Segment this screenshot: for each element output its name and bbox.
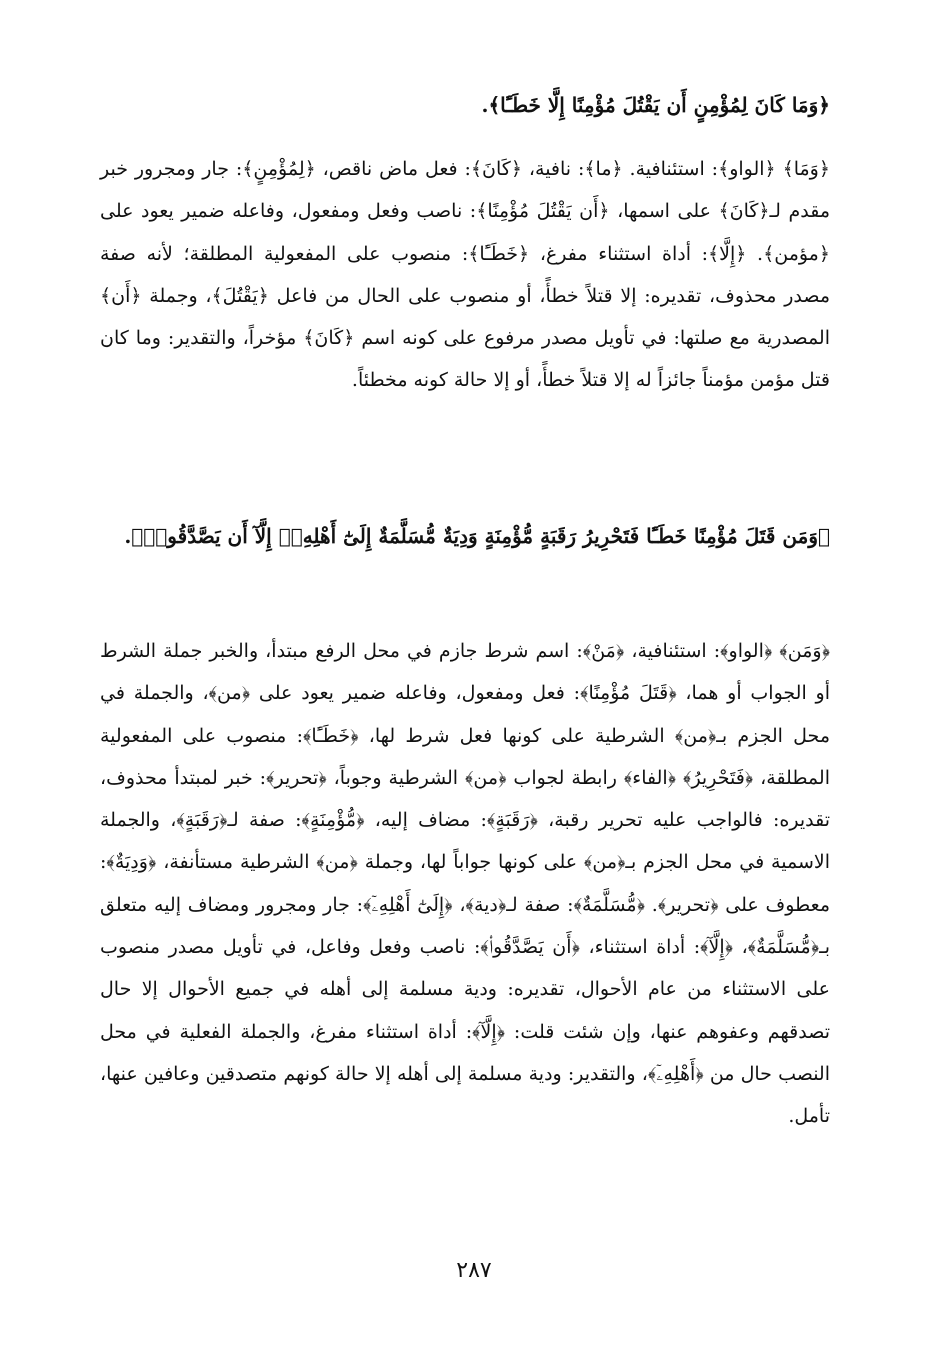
parsing-paragraph-1: ﴿وَمَا﴾ ﴿الواو﴾: استئنافية. ﴿ما﴾: نافية، ﴿كَانَ﴾: فعل ماض ناقص، ﴿لِمُؤْمِنٍ﴾: جار ومجرور خبر مقدم لـ﴿كَانَ﴾ على اسمها، ﴿أَن يَقْتُلَ مُؤْمِنًا﴾: ناصب وفعل ومفعول، وفاعله ضمير يعود على ﴿مؤمن﴾. ﴿إِلَّا﴾: أداة استثناء مفرغ، ﴿خَطَـًٔا﴾: منصوب على المفعولية المطلقة؛ لأنه صفة مصدر محذوف، تقديره: إلا قتلاً خطأً، أو منصوب على الحال من فاعل ﴿يَقْتُلَ﴾، وجملة ﴿أَن﴾ المصدرية مع صلتها: في تأويل مصدر مرفوع على كونه اسم ﴿كَانَ﴾ مؤخراً، والتقدير: وما كان قتل مؤمن مؤمناً جائزاً له إلا قتلاً خطأً، أو إلا حالة كونه مخطئاً. [100, 158, 830, 392]
verse-heading-1: ﴿وَمَا كَانَ لِمُؤْمِنٍ أَن يَقْتُلَ مُؤْمِنًا إِلَّا خَطَـًٔا﴾. [481, 93, 830, 117]
parsing-paragraph-2: ﴿وَمَن﴾ ﴿الواو﴾: استئنافية، ﴿مَنْ﴾: اسم شرط جازم في محل الرفع مبتدأ، والخبر جملة الشرط أو الجواب أو هما، ﴿قَتَلَ مُؤْمِنًا﴾: فعل ومفعول، وفاعله ضمير يعود على ﴿من﴾، والجملة في محل الجزم بـ﴿من﴾ الشرطية على كونها فعل شرط لها، ﴿خَطَـًٔا﴾: منصوب على المفعولية المطلقة، ﴿فَتَحْرِيرُ﴾ ﴿الفاء﴾ رابطة لجواب ﴿من﴾ الشرطية وجوباً، ﴿تحرير﴾: خبر لمبتدأ محذوف، تقديره: فالواجب عليه تحرير رقبة، ﴿رَقَبَةٍ﴾: مضاف إليه، ﴿مُّؤْمِنَةٍ﴾: صفة لـ﴿رَقَبَةٍ﴾، والجملة الاسمية في محل الجزم بـ﴿من﴾ على كونها جواباً لها، وجملة ﴿من﴾ الشرطية مستأنفة، ﴿وَدِيَةٌ﴾: معطوف على ﴿تحرير﴾. ﴿مُّسَلَّمَةٌ﴾: صفة لـ﴿دية﴾، ﴿إِلَىٰٓ أَهْلِهِۦٓ﴾: جار ومجرور ومضاف إليه متعلق بـ﴿مُّسَلَّمَةٌ﴾، ﴿إِلَّآ﴾: أداة استثناء، ﴿أَن يَصَّدَّقُوا۟﴾: ناصب وفعل وفاعل، في تأويل مصدر منصوب على الاستثناء من عام الأحوال، تقديره: ودية مسلمة إلى أهله في جميع الأحوال إلا حال تصدقهم وعفوهم عنها، وإن شئت قلت: ﴿إِلَّآ﴾: أداة استثناء مفرغ، والجملة الفعلية في محل النصب حال من ﴿أَهْلِهِۦٓ﴾، والتقدير: ودية مسلمة إلى أهله إلا حالة كونهم متصدقين وعافين عنها، تأمل. [100, 640, 830, 1128]
verse-heading-2: ﴿وَمَن قَتَلَ مُؤْمِنًا خَطَـًٔا فَتَحْرِيرُ رَقَبَةٍ مُّؤْمِنَةٍ وَدِيَةٌ مُّسَلَّمَةٌ إِلَىٰٓ أَهْلِهِۦٓ إِلَّآ أَن يَصَّدَّقُوا۟﴾. [124, 524, 830, 548]
page-number: ٢٨٧ [456, 1258, 492, 1283]
